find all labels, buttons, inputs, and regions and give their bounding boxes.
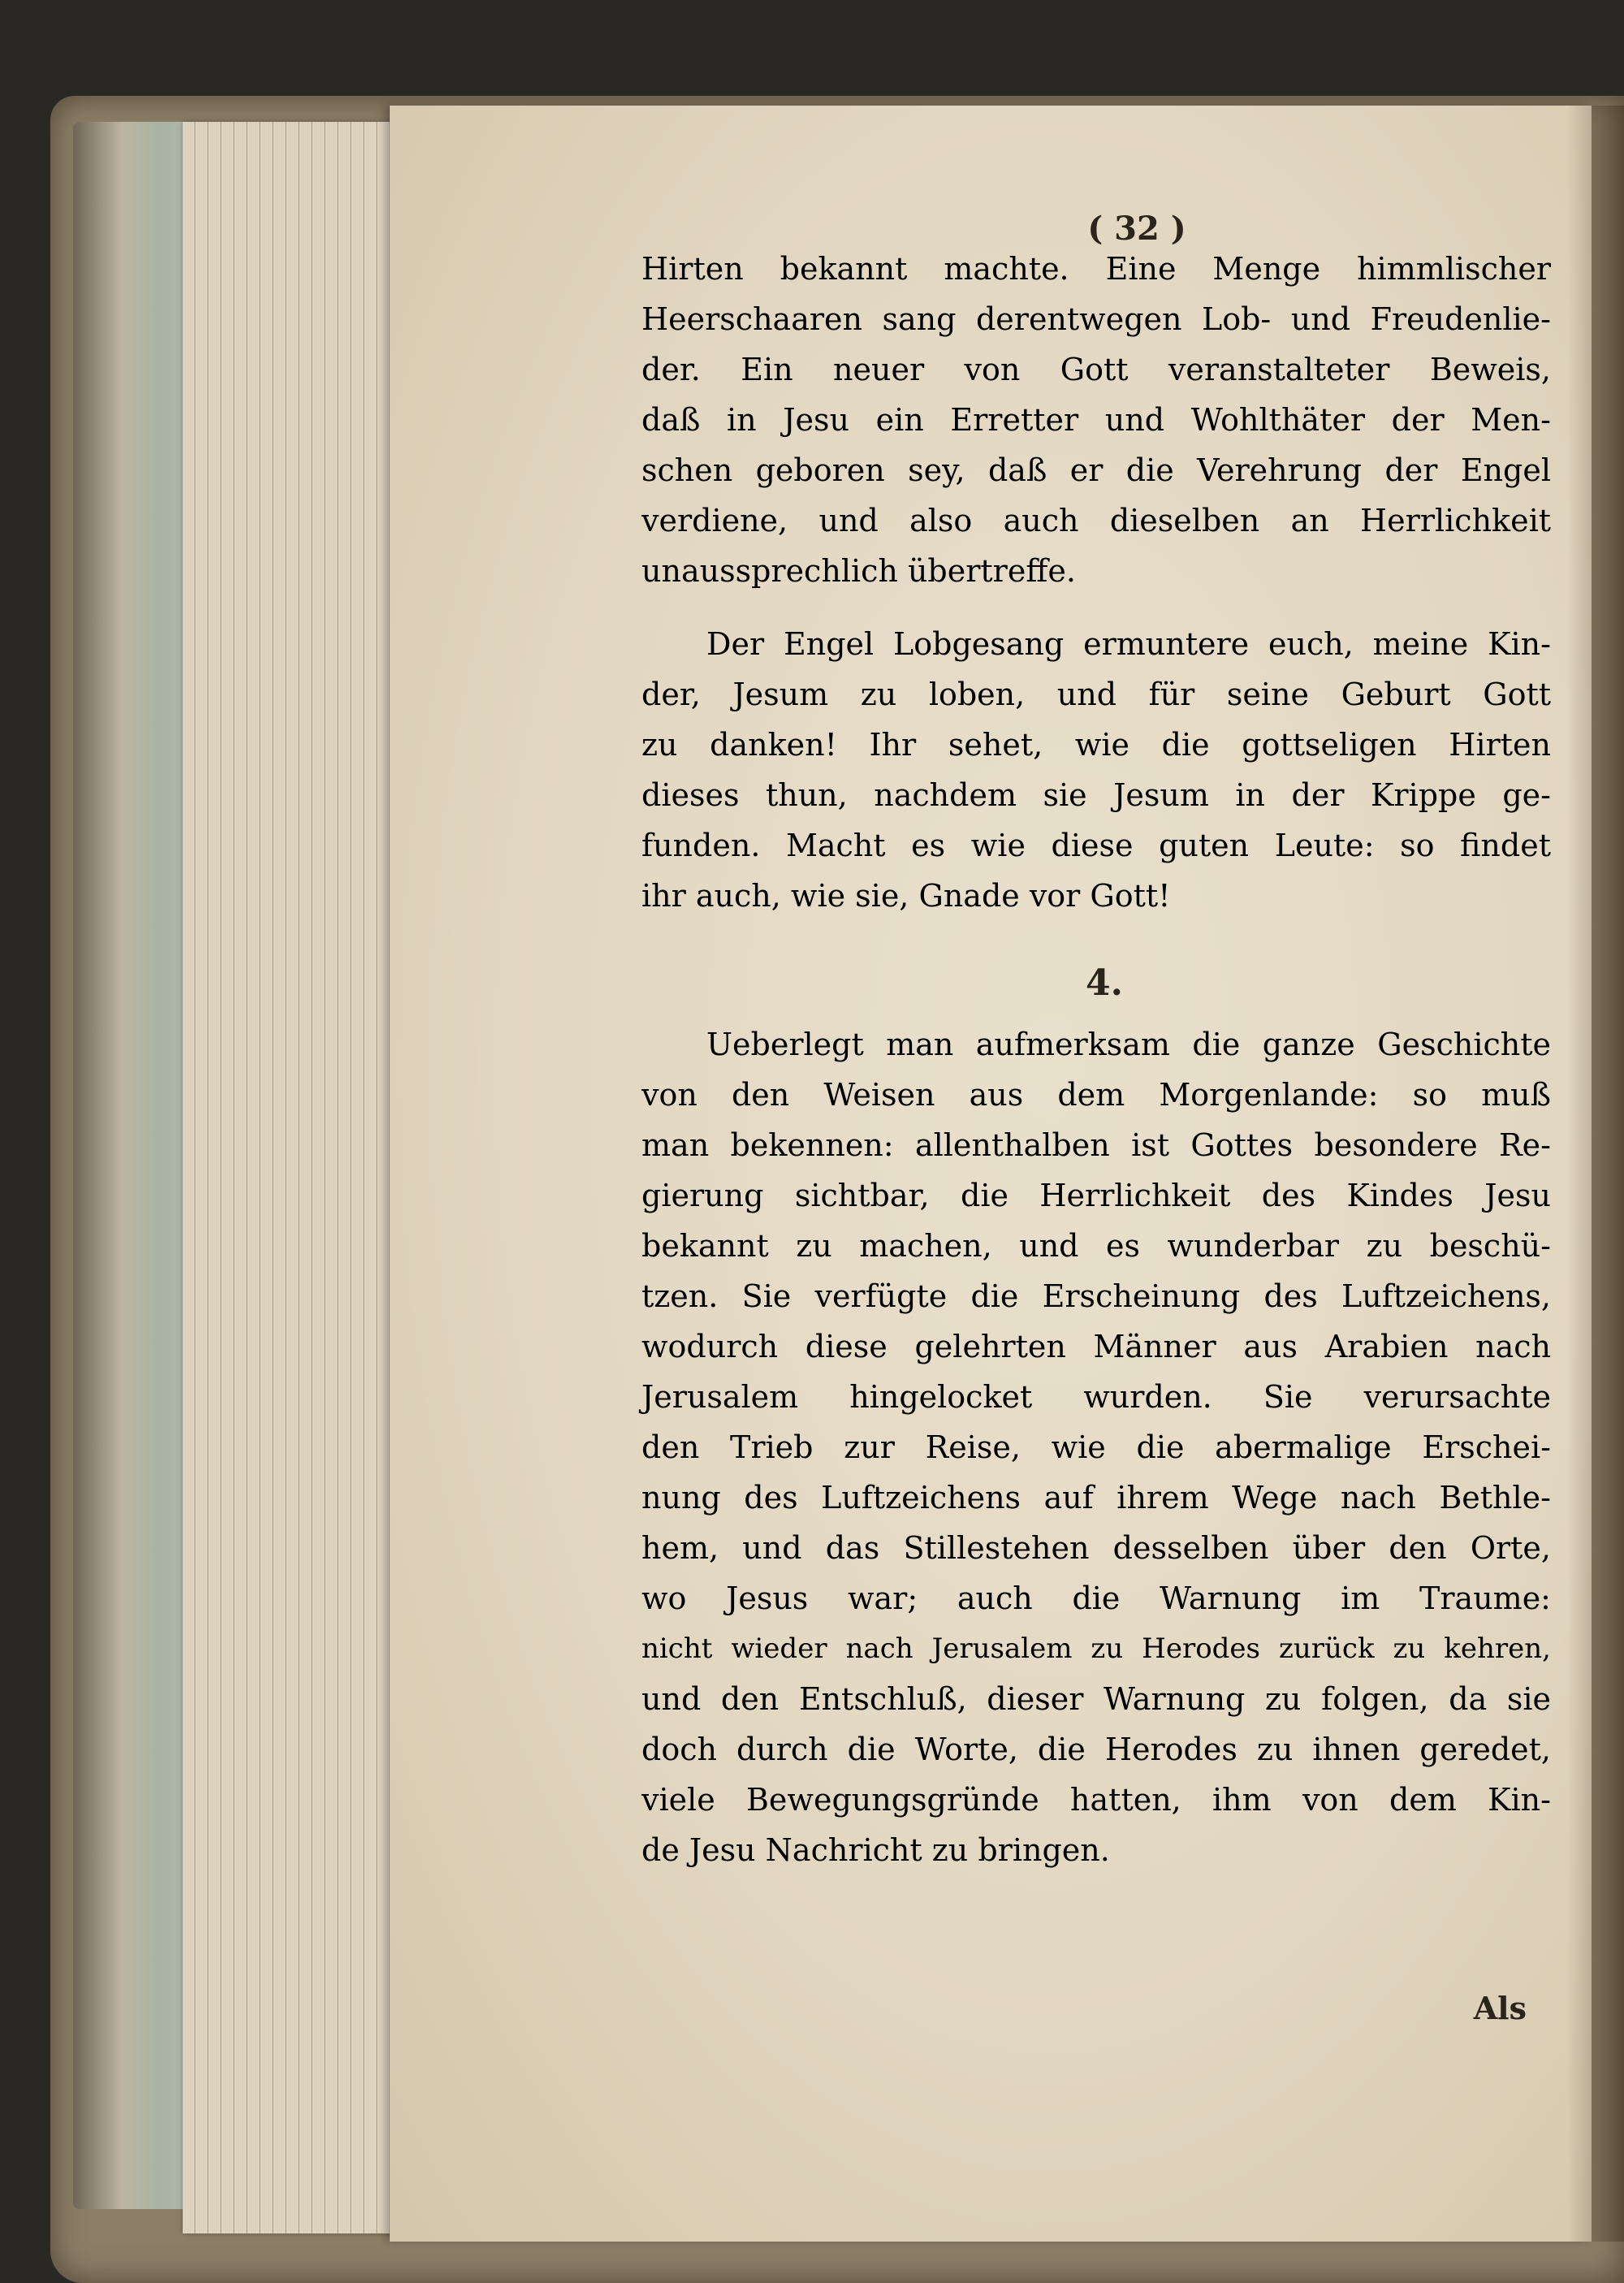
text-line: man bekennen: allenthalben ist Gottes besondere Re-: [641, 1127, 1551, 1163]
text-line: tzen. Sie verfügte die Erscheinung des Luftzeichens,: [641, 1278, 1551, 1314]
page-gutter-shade: [1567, 106, 1624, 2242]
paragraph-3: [641, 1019, 1551, 1875]
text-line: unaussprechlich übertreffe.: [641, 553, 1076, 589]
text-line: Jerusalem hingelocket wurden. Sie verursachte: [641, 1379, 1551, 1415]
text-line: viele Bewegungsgründe hatten, ihm von dem Kin-: [641, 1782, 1551, 1818]
text-line: wo Jesus war; auch die Warnung im Traume:: [641, 1580, 1551, 1616]
text-line: nung des Luftzeichens auf ihrem Wege nach Bethle-: [641, 1480, 1551, 1516]
text-line: daß in Jesu ein Erretter und Wohlthäter der Men-: [641, 402, 1551, 438]
text-line: wodurch diese gelehrten Männer aus Arabien nach: [641, 1329, 1551, 1364]
text-line: hem, und das Stillestehen desselben über den Orte,: [641, 1530, 1551, 1566]
text-line: de Jesu Nachricht zu bringen.: [641, 1832, 1110, 1868]
page-number: ( 32 ): [1087, 210, 1186, 248]
text-line: zu danken! Ihr sehet, wie die gottseligen Hirten: [641, 727, 1551, 763]
section-number: 4.: [1086, 962, 1123, 1004]
text-line: den Trieb zur Reise, wie die abermalige Erschei-: [641, 1429, 1551, 1465]
text-line: und den Entschluß, dieser Warnung zu folgen, da sie: [641, 1681, 1551, 1717]
text-line: von den Weisen aus dem Morgenlande: so muß: [641, 1077, 1551, 1113]
text-line: verdiene, und also auch dieselben an Herrlichkeit: [641, 503, 1551, 538]
text-line: funden. Macht es wie diese guten Leute: so findet: [641, 828, 1551, 863]
text-line: dieses thun, nachdem sie Jesum in der Krippe ge-: [641, 777, 1551, 813]
text-line: der. Ein neuer von Gott veranstalteter Beweis,: [641, 352, 1551, 387]
text-line: der, Jesum zu loben, und für seine Geburt Gott: [641, 677, 1551, 712]
text-line: doch durch die Worte, die Herodes zu ihnen geredet,: [641, 1732, 1551, 1767]
catchword: Als: [1473, 1990, 1527, 2026]
text-line: nicht wieder nach Jerusalem zu Herodes zurück zu kehren,: [641, 1632, 1551, 1665]
text-line: gierung sichtbar, die Herrlichkeit des Kindes Jesu: [641, 1178, 1551, 1213]
text-line: Hirten bekannt machte. Eine Menge himmlischer: [641, 251, 1551, 287]
paragraph-1: [641, 244, 1551, 596]
page-stack: [183, 122, 402, 2233]
text-line: Heerschaaren sang derentwegen Lob- und Freudenlie-: [641, 301, 1551, 337]
text-line: ihr auch, wie sie, Gnade vor Gott!: [641, 878, 1171, 914]
text-line: Ueberlegt man aufmerksam die ganze Geschichte: [706, 1027, 1551, 1062]
text-line: Der Engel Lobgesang ermuntere euch, meine Kin-: [706, 626, 1551, 662]
text-line: bekannt zu machen, und es wunderbar zu beschü-: [641, 1228, 1551, 1264]
text-line: schen geboren sey, daß er die Verehrung der Engel: [641, 452, 1551, 488]
paragraph-2: [641, 619, 1551, 921]
